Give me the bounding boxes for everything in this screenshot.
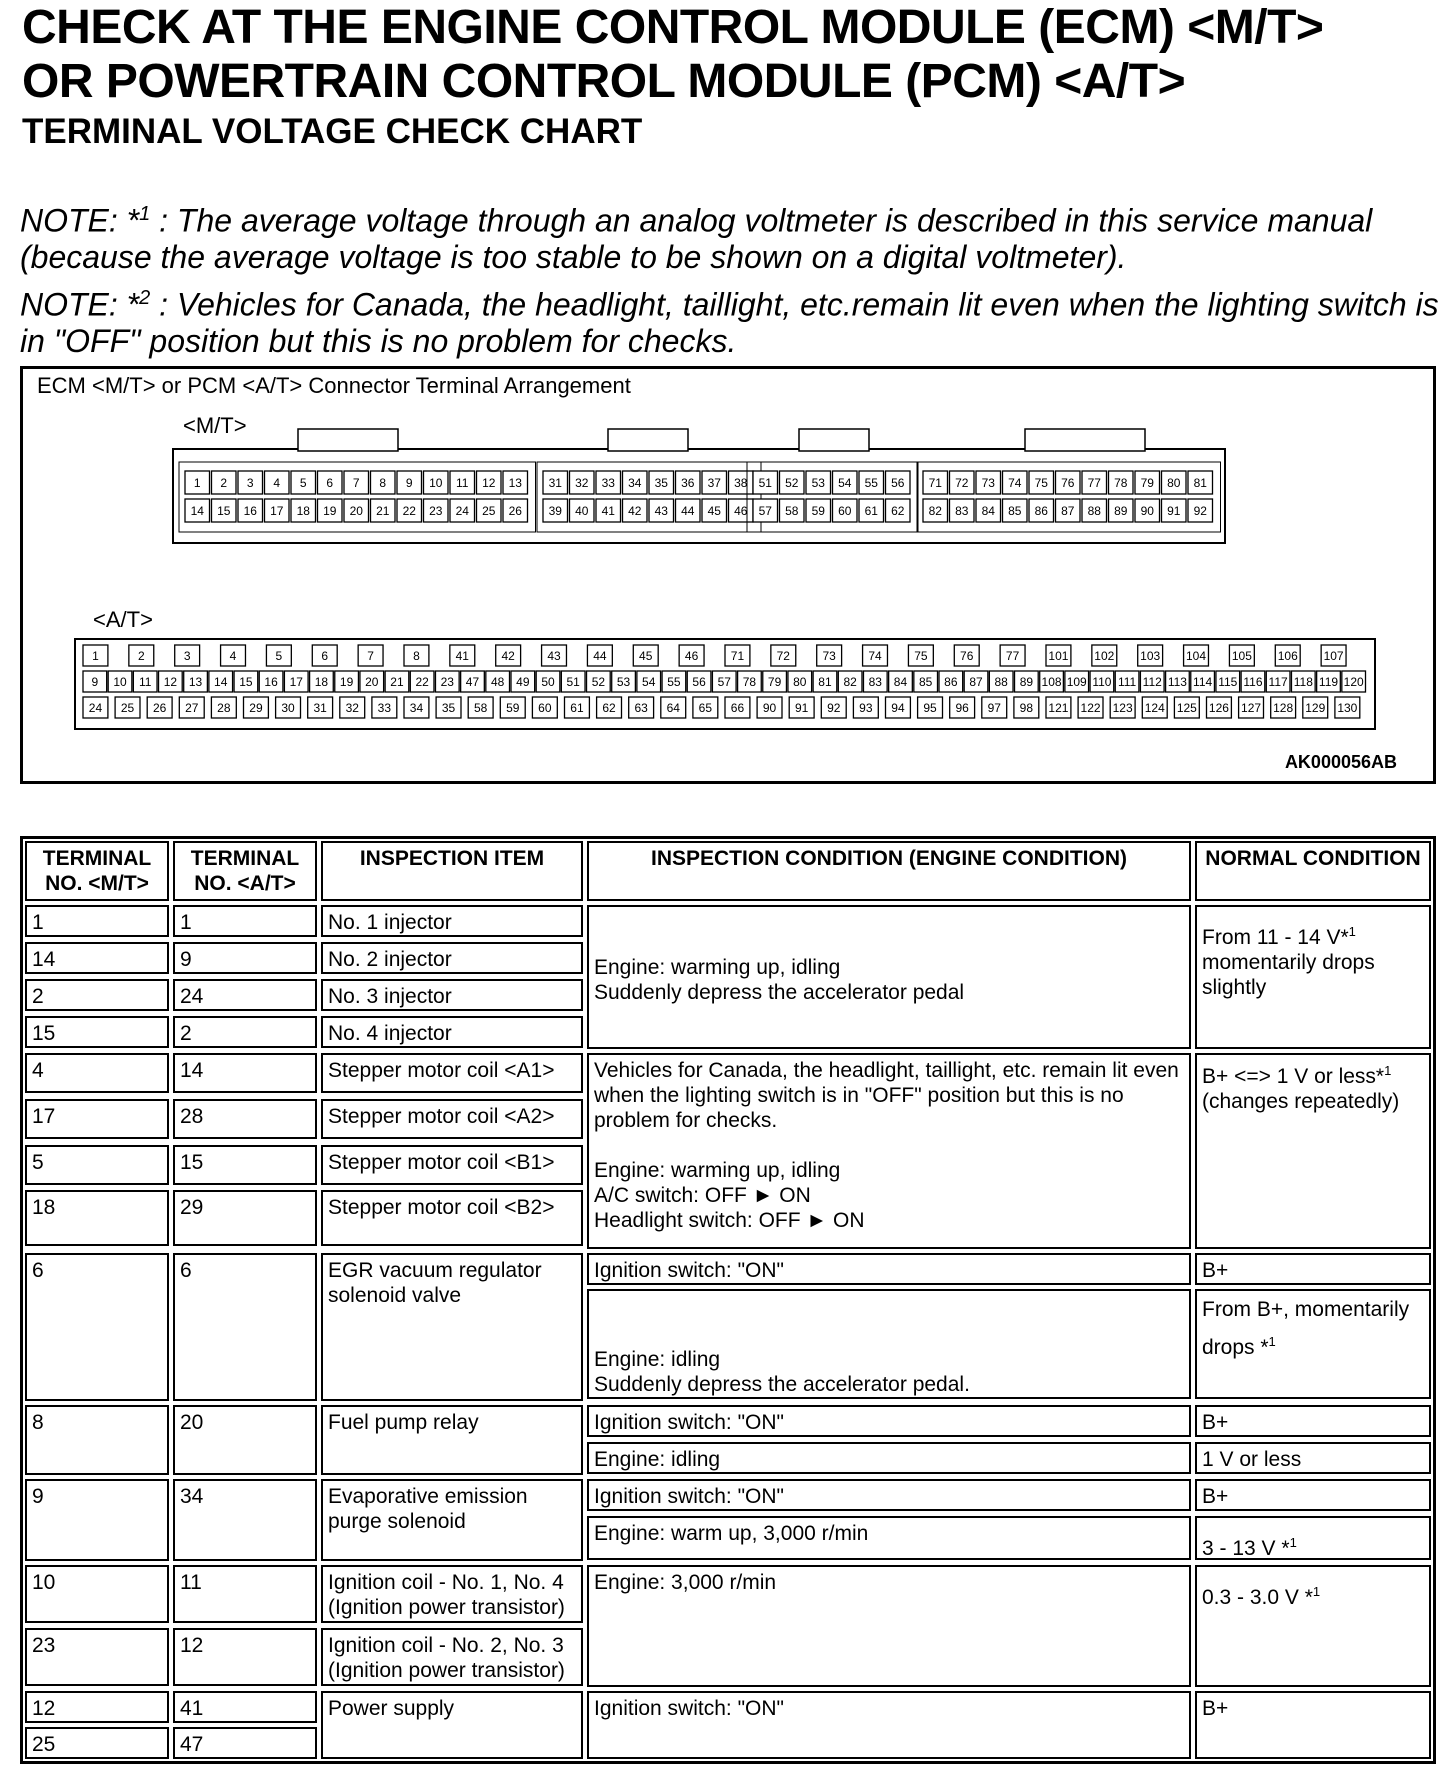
terminal-number: 120 [1343,675,1364,689]
terminal-number: 12 [163,675,178,689]
terminal-number: 53 [616,675,631,689]
terminal-number: 25 [482,504,496,518]
terminal-number: 18 [314,675,329,689]
terminal-number: 90 [1140,504,1154,518]
terminal-number: 85 [918,675,933,689]
terminal-number: 114 [1193,675,1213,689]
terminal-number: 6 [326,476,334,490]
cell-mt: 14 [25,942,169,974]
terminal-number: 66 [730,701,745,715]
terminal-number: 107 [1323,649,1344,663]
terminal-number: 23 [429,504,443,518]
table-header-row [23,839,1433,903]
note-1: NOTE: *$^1$ : The average voltage through an analog voltmeter is described in this service manual (because the average voltage is too stable to be shown on a digital voltmeter). [20,202,1373,275]
cell-at: 12 [173,1628,317,1686]
terminal-number: 12 [482,476,496,490]
terminal-number: 15 [239,675,253,689]
terminal-number: 84 [981,504,995,518]
table-row [23,1477,1433,1514]
terminal-number: 4 [273,476,281,490]
terminal-number: 44 [681,504,695,518]
cell-at: 20 [173,1405,317,1475]
header-inspection-item: INSPECTION ITEM [321,841,583,901]
terminal-number: 72 [955,476,969,490]
cell-condition-stepper: Vehicles for Canada, the headlight, taillight, etc. remain lit even when the lighting switch is in "OFF" position but this is no problem for checks. Engine: warming up, idling A/C switch: OFF ► ON Headlight switch: OFF ► ON [587,1053,1191,1249]
terminal-number: 7 [367,649,374,663]
terminal-number: 35 [441,701,456,715]
terminal-number: 92 [1193,504,1207,518]
cell-at: 6 [173,1253,317,1401]
terminal-number: 117 [1268,675,1288,689]
cell-item: No. 4 injector [321,1016,583,1048]
terminal-number: 32 [345,701,359,715]
terminal-number: 27 [185,701,199,715]
terminal-number: 77 [1005,649,1020,663]
cell-normal-ignition: 0.3 - 3.0 V *$^1$ [1195,1565,1431,1687]
terminal-number: 43 [654,504,668,518]
at-connector-label: <A/T> [93,607,153,632]
terminal-number: 45 [639,649,653,663]
terminal-number: 124 [1144,701,1165,715]
terminal-number: 89 [1019,675,1034,689]
terminal-number: 30 [281,701,295,715]
terminal-number: 16 [243,504,257,518]
terminal-number: 83 [955,504,969,518]
cell-item: Stepper motor coil <A2> [321,1099,583,1139]
terminal-number: 46 [734,504,748,518]
terminal-number: 22 [415,675,429,689]
terminal-number: 73 [822,649,836,663]
terminal-number: 2 [220,476,228,490]
terminal-number: 22 [402,504,416,518]
terminal-number: 45 [707,504,721,518]
terminal-number: 123 [1112,701,1133,715]
terminal-number: 76 [960,649,974,663]
terminal-number: 74 [868,649,882,663]
terminal-number: 58 [785,504,799,518]
terminal-number: 72 [776,649,790,663]
terminal-number: 96 [955,701,969,715]
cell-mt: 17 [25,1099,169,1139]
terminal-number: 79 [767,675,782,689]
cell-item: Evaporative emission purge solenoid [321,1479,583,1561]
terminal-number: 55 [667,675,681,689]
terminal-number: 28 [217,701,231,715]
terminal-number: 15 [217,504,231,518]
cell-at: 29 [173,1190,317,1246]
cell-normal: B+ [1195,1691,1431,1759]
cell-at: 15 [173,1145,317,1185]
connector-figure [20,366,1436,784]
terminal-number: 83 [868,675,882,689]
terminal-number: 29 [249,701,263,715]
terminal-number: 95 [923,701,937,715]
terminal-number: 33 [377,701,392,715]
terminal-number: 8 [413,649,420,663]
terminal-number: 71 [730,649,745,663]
terminal-number: 10 [113,675,127,689]
terminal-number: 32 [575,476,589,490]
terminal-number: 42 [501,649,515,663]
terminal-number: 56 [891,476,905,490]
terminal-number: 24 [455,504,469,518]
terminal-number: 59 [506,701,520,715]
terminal-number: 39 [548,504,562,518]
terminal-number: 78 [1114,476,1128,490]
terminal-number: 118 [1293,675,1313,689]
terminal-number: 77 [1087,476,1101,490]
cell-at: 47 [173,1727,317,1759]
cell-normal: From B+, momentarily drops *$^1$ [1195,1289,1431,1399]
terminal-number: 26 [152,701,167,715]
terminal-number: 63 [634,701,648,715]
header-terminal-mt: TERMINAL NO. <M/T> [25,841,169,901]
terminal-number: 20 [365,675,379,689]
cell-at: 2 [173,1016,317,1048]
terminal-number: 80 [1167,476,1181,490]
terminal-number: 94 [891,701,905,715]
terminal-number: 44 [593,649,607,663]
cell-normal: B+ [1195,1479,1431,1511]
cell-mt: 5 [25,1145,169,1185]
terminal-number: 14 [214,675,228,689]
terminal-number: 34 [409,701,424,715]
terminal-number: 76 [1061,476,1075,490]
cell-item: Stepper motor coil <B2> [321,1190,583,1246]
cell-item: No. 2 injector [321,942,583,974]
terminal-number: 91 [1167,504,1181,518]
terminal-number: 80 [793,675,807,689]
terminal-number: 21 [390,675,404,689]
terminal-number: 101 [1048,649,1069,663]
terminal-number: 87 [969,675,983,689]
terminal-number: 86 [1034,504,1048,518]
cell-condition: Engine: idling Suddenly depress the accelerator pedal. [587,1289,1191,1399]
cell-mt: 6 [25,1253,169,1401]
terminal-number: 19 [339,675,354,689]
header-normal-condition: NORMAL CONDITION [1195,841,1431,901]
terminal-number: 82 [843,675,857,689]
terminal-number: 126 [1208,701,1229,715]
table-row [23,1689,1433,1725]
terminal-number: 88 [994,675,1008,689]
terminal-number: 115 [1218,675,1238,689]
cell-item: No. 1 injector [321,905,583,937]
terminal-number: 65 [698,701,713,715]
terminal-number: 98 [1019,701,1034,715]
terminal-number: 11 [456,476,469,490]
terminal-number: 60 [538,701,552,715]
terminal-number: 54 [642,675,656,689]
terminal-number: 75 [914,649,928,663]
terminal-number: 64 [666,701,680,715]
terminal-number: 3 [246,476,254,490]
terminal-number: 24 [88,701,103,715]
table-row [23,903,1433,940]
cell-at: 24 [173,979,317,1011]
terminal-number: 102 [1094,649,1115,663]
terminal-number: 41 [455,649,469,663]
figure-caption: ECM <M/T> or PCM <A/T> Connector Terminal Arrangement [37,373,631,398]
cell-item: Stepper motor coil <A1> [321,1053,583,1093]
terminal-number: 73 [981,476,995,490]
terminal-number: 91 [794,701,809,715]
terminal-number: 125 [1176,701,1197,715]
cell-item: Stepper motor coil <B1> [321,1145,583,1185]
cell-mt: 23 [25,1628,169,1686]
terminal-number: 2 [137,649,145,663]
cell-mt: 18 [25,1190,169,1246]
cell-item: Ignition coil - No. 1, No. 4 (Ignition power transistor) [321,1565,583,1623]
terminal-number: 112 [1142,675,1162,689]
cell-condition: Engine: warm up, 3,000 r/min [587,1516,1191,1560]
terminal-number: 103 [1140,649,1161,663]
terminal-number: 11 [138,675,152,689]
terminal-number: 62 [602,701,616,715]
terminal-number: 130 [1337,701,1358,715]
cell-at: 34 [173,1479,317,1561]
cell-normal: 1 V or less [1195,1442,1431,1474]
cell-mt: 1 [25,905,169,937]
mt-connector-label: <M/T> [183,413,247,438]
terminal-number: 57 [758,504,772,518]
terminal-number: 43 [547,649,561,663]
terminal-number: 40 [575,504,589,518]
at-connector-diagram [23,369,1433,779]
cell-mt: 10 [25,1565,169,1623]
cell-condition: Ignition switch: "ON" [587,1405,1191,1437]
terminal-number: 4 [229,649,237,663]
cell-normal: B+ [1195,1405,1431,1437]
cell-normal: B+ [1195,1253,1431,1285]
terminal-number: 41 [601,504,615,518]
terminal-number: 108 [1041,675,1062,689]
terminal-number: 56 [692,675,706,689]
terminal-number: 81 [818,675,832,689]
cell-mt: 15 [25,1016,169,1048]
terminal-number: 110 [1092,675,1112,689]
terminal-number: 14 [190,504,204,518]
terminal-number: 128 [1273,701,1294,715]
terminal-number: 5 [299,476,307,490]
terminal-number: 60 [838,504,852,518]
terminal-number: 48 [490,675,505,689]
terminal-number: 89 [1114,504,1128,518]
terminal-number: 55 [864,476,878,490]
terminal-number: 3 [183,649,191,663]
figure-code: AK000056AB [1284,752,1397,772]
terminal-number: 57 [717,675,731,689]
cell-condition: Engine: idling [587,1442,1191,1474]
cell-at: 11 [173,1565,317,1623]
terminal-number: 54 [838,476,852,490]
header-terminal-at: TERMINAL NO. <A/T> [173,841,317,901]
terminal-voltage-table [20,836,1436,1764]
terminal-number: 52 [785,476,799,490]
terminal-number: 37 [707,476,721,490]
terminal-number: 92 [827,701,841,715]
terminal-number: 71 [928,476,942,490]
cell-condition: Ignition switch: "ON" [587,1253,1191,1285]
terminal-number: 62 [891,504,905,518]
terminal-number: 88 [1087,504,1101,518]
terminal-number: 97 [987,701,1001,715]
terminal-number: 13 [188,675,203,689]
terminal-number: 93 [859,701,873,715]
terminal-number: 122 [1080,701,1101,715]
terminal-number: 113 [1167,675,1187,689]
terminal-number: 51 [566,675,580,689]
note-2: NOTE: *$^2$ : Vehicles for Canada, the headlight, taillight, etc.remain lit even when the lighting switch is in "OFF" position but this is no problem for checks. [20,286,1439,359]
terminal-number: 10 [429,476,443,490]
terminal-number: 84 [893,675,908,689]
cell-condition-ignition: Engine: 3,000 r/min [587,1565,1191,1687]
terminal-number: 5 [275,649,283,663]
terminal-number: 82 [928,504,942,518]
terminal-number: 20 [349,504,363,518]
terminal-number: 34 [628,476,642,490]
terminal-number: 31 [313,701,327,715]
terminal-number: 26 [508,504,522,518]
cell-mt: 12 [25,1691,169,1723]
terminal-number: 25 [120,701,135,715]
terminal-number: 49 [516,675,530,689]
cell-mt: 25 [25,1727,169,1759]
terminal-number: 61 [570,701,584,715]
terminal-number: 17 [289,675,303,689]
terminal-number: 116 [1243,675,1263,689]
cell-at: 28 [173,1099,317,1139]
terminal-number: 53 [811,476,825,490]
terminal-number: 9 [405,476,413,490]
cell-mt: 2 [25,979,169,1011]
cell-at: 1 [173,905,317,937]
page-title-line-1: CHECK AT THE ENGINE CONTROL MODULE (ECM) <M/T> [22,1,1324,54]
terminal-number: 74 [1008,476,1022,490]
cell-condition: Ignition switch: "ON" [587,1691,1191,1759]
cell-condition-injectors: Engine: warming up, idling Suddenly depress the accelerator pedal [587,905,1191,1049]
terminal-number: 58 [473,701,488,715]
terminal-number: 104 [1186,649,1207,663]
terminal-number: 9 [91,675,99,689]
cell-mt: 8 [25,1405,169,1475]
terminal-number: 35 [654,476,668,490]
terminal-number: 61 [864,504,878,518]
terminal-number: 111 [1117,675,1137,689]
terminal-number: 8 [379,476,387,490]
terminal-number: 81 [1193,476,1207,490]
terminal-number: 1 [92,649,99,663]
terminal-number: 106 [1277,649,1298,663]
terminal-number: 129 [1305,701,1326,715]
terminal-number: 23 [440,675,454,689]
terminal-number: 33 [601,476,615,490]
terminal-number: 42 [628,504,642,518]
terminal-number: 16 [264,675,278,689]
cell-at: 9 [173,942,317,974]
page-title-line-2: OR POWERTRAIN CONTROL MODULE (PCM) <A/T> [22,55,1186,108]
cell-item: Fuel pump relay [321,1405,583,1475]
cell-mt: 9 [25,1479,169,1561]
cell-at: 41 [173,1691,317,1723]
cell-condition: Ignition switch: "ON" [587,1479,1191,1511]
terminal-number: 46 [684,649,699,663]
cell-normal: 3 - 13 V *$^1$ [1195,1516,1431,1560]
terminal-number: 59 [811,504,825,518]
terminal-number: 109 [1066,675,1087,689]
cell-normal-stepper: B+ <=> 1 V or less*$^1$ (changes repeatedly) [1195,1053,1431,1249]
terminal-number: 18 [296,504,310,518]
terminal-number: 90 [762,701,777,715]
terminal-number: 38 [734,476,748,490]
table-row [23,1563,1433,1626]
terminal-number: 36 [681,476,695,490]
header-inspection-condition: INSPECTION CONDITION (ENGINE CONDITION) [587,841,1191,901]
terminal-number: 17 [270,504,284,518]
terminal-number: 75 [1034,476,1048,490]
terminal-number: 79 [1140,476,1154,490]
terminal-number: 1 [193,476,201,490]
terminal-number: 50 [541,675,555,689]
terminal-number: 86 [944,675,958,689]
table-row [23,1051,1433,1097]
terminal-number: 119 [1318,675,1339,689]
terminal-number: 87 [1061,504,1075,518]
cell-item: EGR vacuum regulator solenoid valve [321,1253,583,1401]
table-row [23,1403,1433,1440]
terminal-number: 19 [323,504,337,518]
page-subtitle: TERMINAL VOLTAGE CHECK CHART [22,112,643,151]
cell-item: Power supply [321,1691,583,1759]
terminal-number: 13 [508,476,522,490]
terminal-number: 78 [742,675,757,689]
terminal-number: 31 [548,476,562,490]
terminal-number: 85 [1008,504,1022,518]
terminal-number: 105 [1231,649,1252,663]
cell-item: Ignition coil - No. 2, No. 3 (Ignition power transistor) [321,1628,583,1686]
terminal-number: 21 [376,504,390,518]
terminal-number: 47 [465,675,480,689]
cell-at: 14 [173,1053,317,1093]
terminal-number: 6 [321,649,329,663]
terminal-number: 52 [591,675,606,689]
table-row [23,1251,1433,1287]
cell-mt: 4 [25,1053,169,1093]
terminal-number: 7 [352,476,360,490]
terminal-number: 51 [758,476,772,490]
terminal-number: 121 [1048,701,1069,715]
cell-normal-injectors: From 11 - 14 V*$^1$ momentarily drops slightly [1195,905,1431,1049]
cell-item: No. 3 injector [321,979,583,1011]
terminal-number: 127 [1241,701,1262,715]
